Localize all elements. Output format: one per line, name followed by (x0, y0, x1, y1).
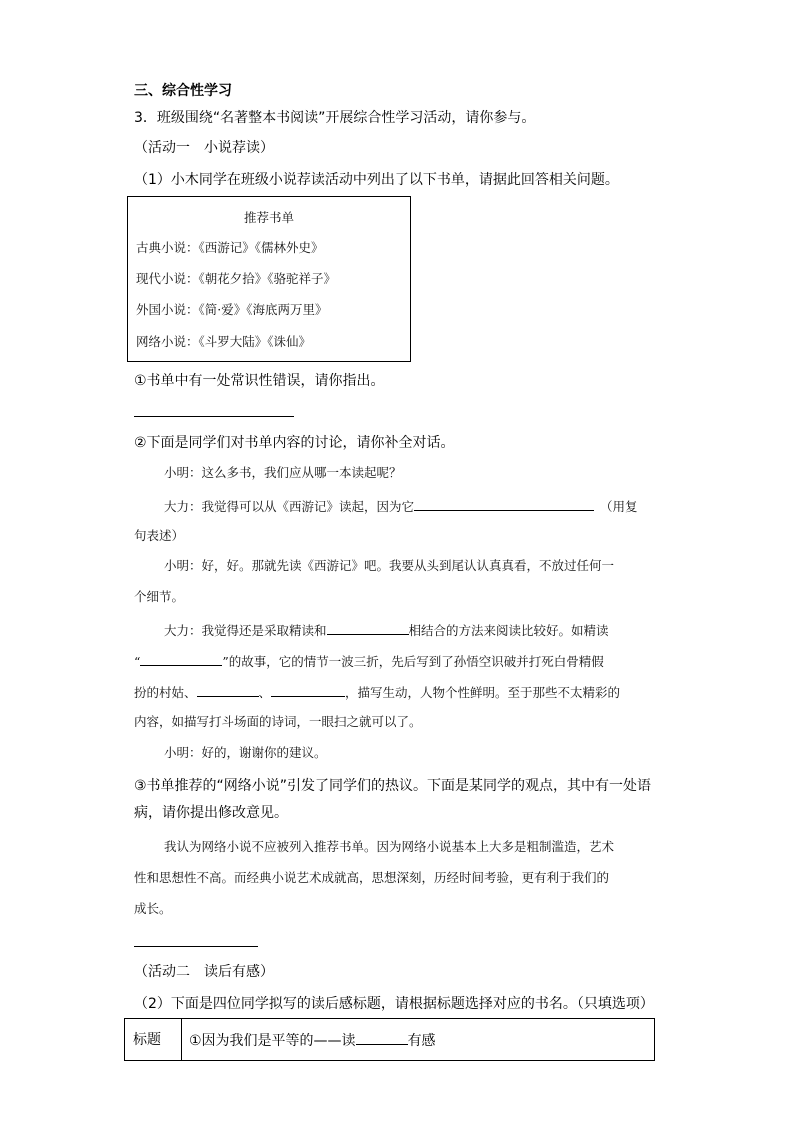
dialogue-text: 、 (258, 685, 272, 700)
question-1-intro: （1）小木同学在班级小说荐读活动中列出了以下书单，请据此回答相关问题。 (134, 172, 619, 188)
dialogue-line (164, 620, 609, 640)
table-cell-text: 有感 (407, 1033, 436, 1049)
dialogue-line: 句表述） (134, 528, 185, 543)
opinion-line: 性和思想性不高。而经典小说艺术成就高，思想深刻，历经时间考验，更有利于我们的 (134, 870, 610, 885)
sub-question-3-cont: 病，请你提出修改意见。 (134, 805, 288, 821)
answer-blank[interactable] (197, 682, 259, 697)
section-heading: 三、综合性学习 (134, 83, 232, 99)
table-cell (189, 1030, 436, 1051)
opinion-line: 我认为网络小说不应被列入推荐书单。因为网络小说基本上大多是粗制滥造，艺术 (164, 839, 615, 854)
book-list-row: 网络小说：《斗罗大陆》《诛仙》 (136, 334, 312, 349)
answer-blank[interactable] (414, 496, 594, 511)
answer-line-1[interactable] (134, 416, 294, 417)
question-stem: 3．班级围绕“名著整本书阅读”开展综合性学习活动，请你参与。 (134, 110, 536, 126)
activity-two-title: （活动二 读后有感） (134, 964, 274, 980)
sub-question-3: ③书单推荐的“网络小说”引发了同学们的热议。下面是某同学的观点，其中有一处语 (134, 778, 652, 794)
answer-line-3[interactable] (134, 946, 258, 947)
dialogue-line: 个细节。 (134, 589, 185, 604)
dialogue-line: 小明：这么多书，我们应从哪一本读起呢？ (164, 465, 402, 480)
answer-blank[interactable] (140, 651, 222, 666)
sub-question-1: ①书单中有一处常识性错误，请你指出。 (134, 373, 385, 389)
book-list-row: 古典小说：《西游记》《儒林外史》 (136, 240, 324, 255)
opinion-line: 成长。 (134, 901, 172, 916)
dialogue-text: “ (134, 654, 141, 669)
dialogue-line (134, 651, 604, 671)
dialogue-line (164, 496, 638, 516)
table-cell-text: ①因为我们是平等的——读 (189, 1033, 356, 1049)
dialogue-text: ，描写生动，人物个性鲜明。至于那些不太精彩的 (345, 685, 621, 700)
answer-blank[interactable] (327, 620, 409, 635)
table-header-cell: 标题 (133, 1032, 161, 1048)
activity-one-title: （活动一 小说荐读） (134, 140, 274, 156)
sub-question-2: ②下面是同学们对书单内容的讨论，请你补全对话。 (134, 435, 455, 451)
dialogue-line: 小明：好的，谢谢你的建议。 (164, 745, 327, 760)
dialogue-text: 大力：我觉得可以从《西游记》读起，因为它 (164, 499, 415, 514)
answer-blank[interactable] (271, 682, 345, 697)
book-list-title: 推荐书单 (243, 210, 294, 225)
dialogue-line (134, 682, 620, 702)
book-list-row: 现代小说：《朝花夕拾》《骆驼祥子》 (136, 271, 337, 286)
book-list-box (127, 196, 411, 362)
question-2-intro: （2）下面是四位同学拟写的读后感标题，请根据标题选择对应的书名。（只填选项） (134, 996, 654, 1012)
table-divider (181, 1019, 182, 1060)
dialogue-text: （用复 (600, 499, 638, 514)
dialogue-line: 小明：好，好。那就先读《西游记》吧。我要从头到尾认认真真看，不放过任何一 (164, 558, 615, 573)
dialogue-text: 扮的村姑、 (134, 685, 197, 700)
dialogue-text: 相结合的方法来阅读比较好。如精读 (408, 623, 609, 638)
title-table (124, 1018, 655, 1061)
dialogue-text: ”的故事，它的情节一波三折，先后写到了孙悟空识破并打死白骨精假 (222, 654, 604, 669)
book-list-row: 外国小说：《简·爱》《海底两万里》 (136, 302, 328, 317)
answer-blank[interactable] (356, 1030, 408, 1045)
dialogue-text: 大力：我觉得还是采取精读和 (164, 623, 327, 638)
dialogue-line: 内容，如描写打斗场面的诗词，一眼扫之就可以了。 (134, 714, 422, 729)
